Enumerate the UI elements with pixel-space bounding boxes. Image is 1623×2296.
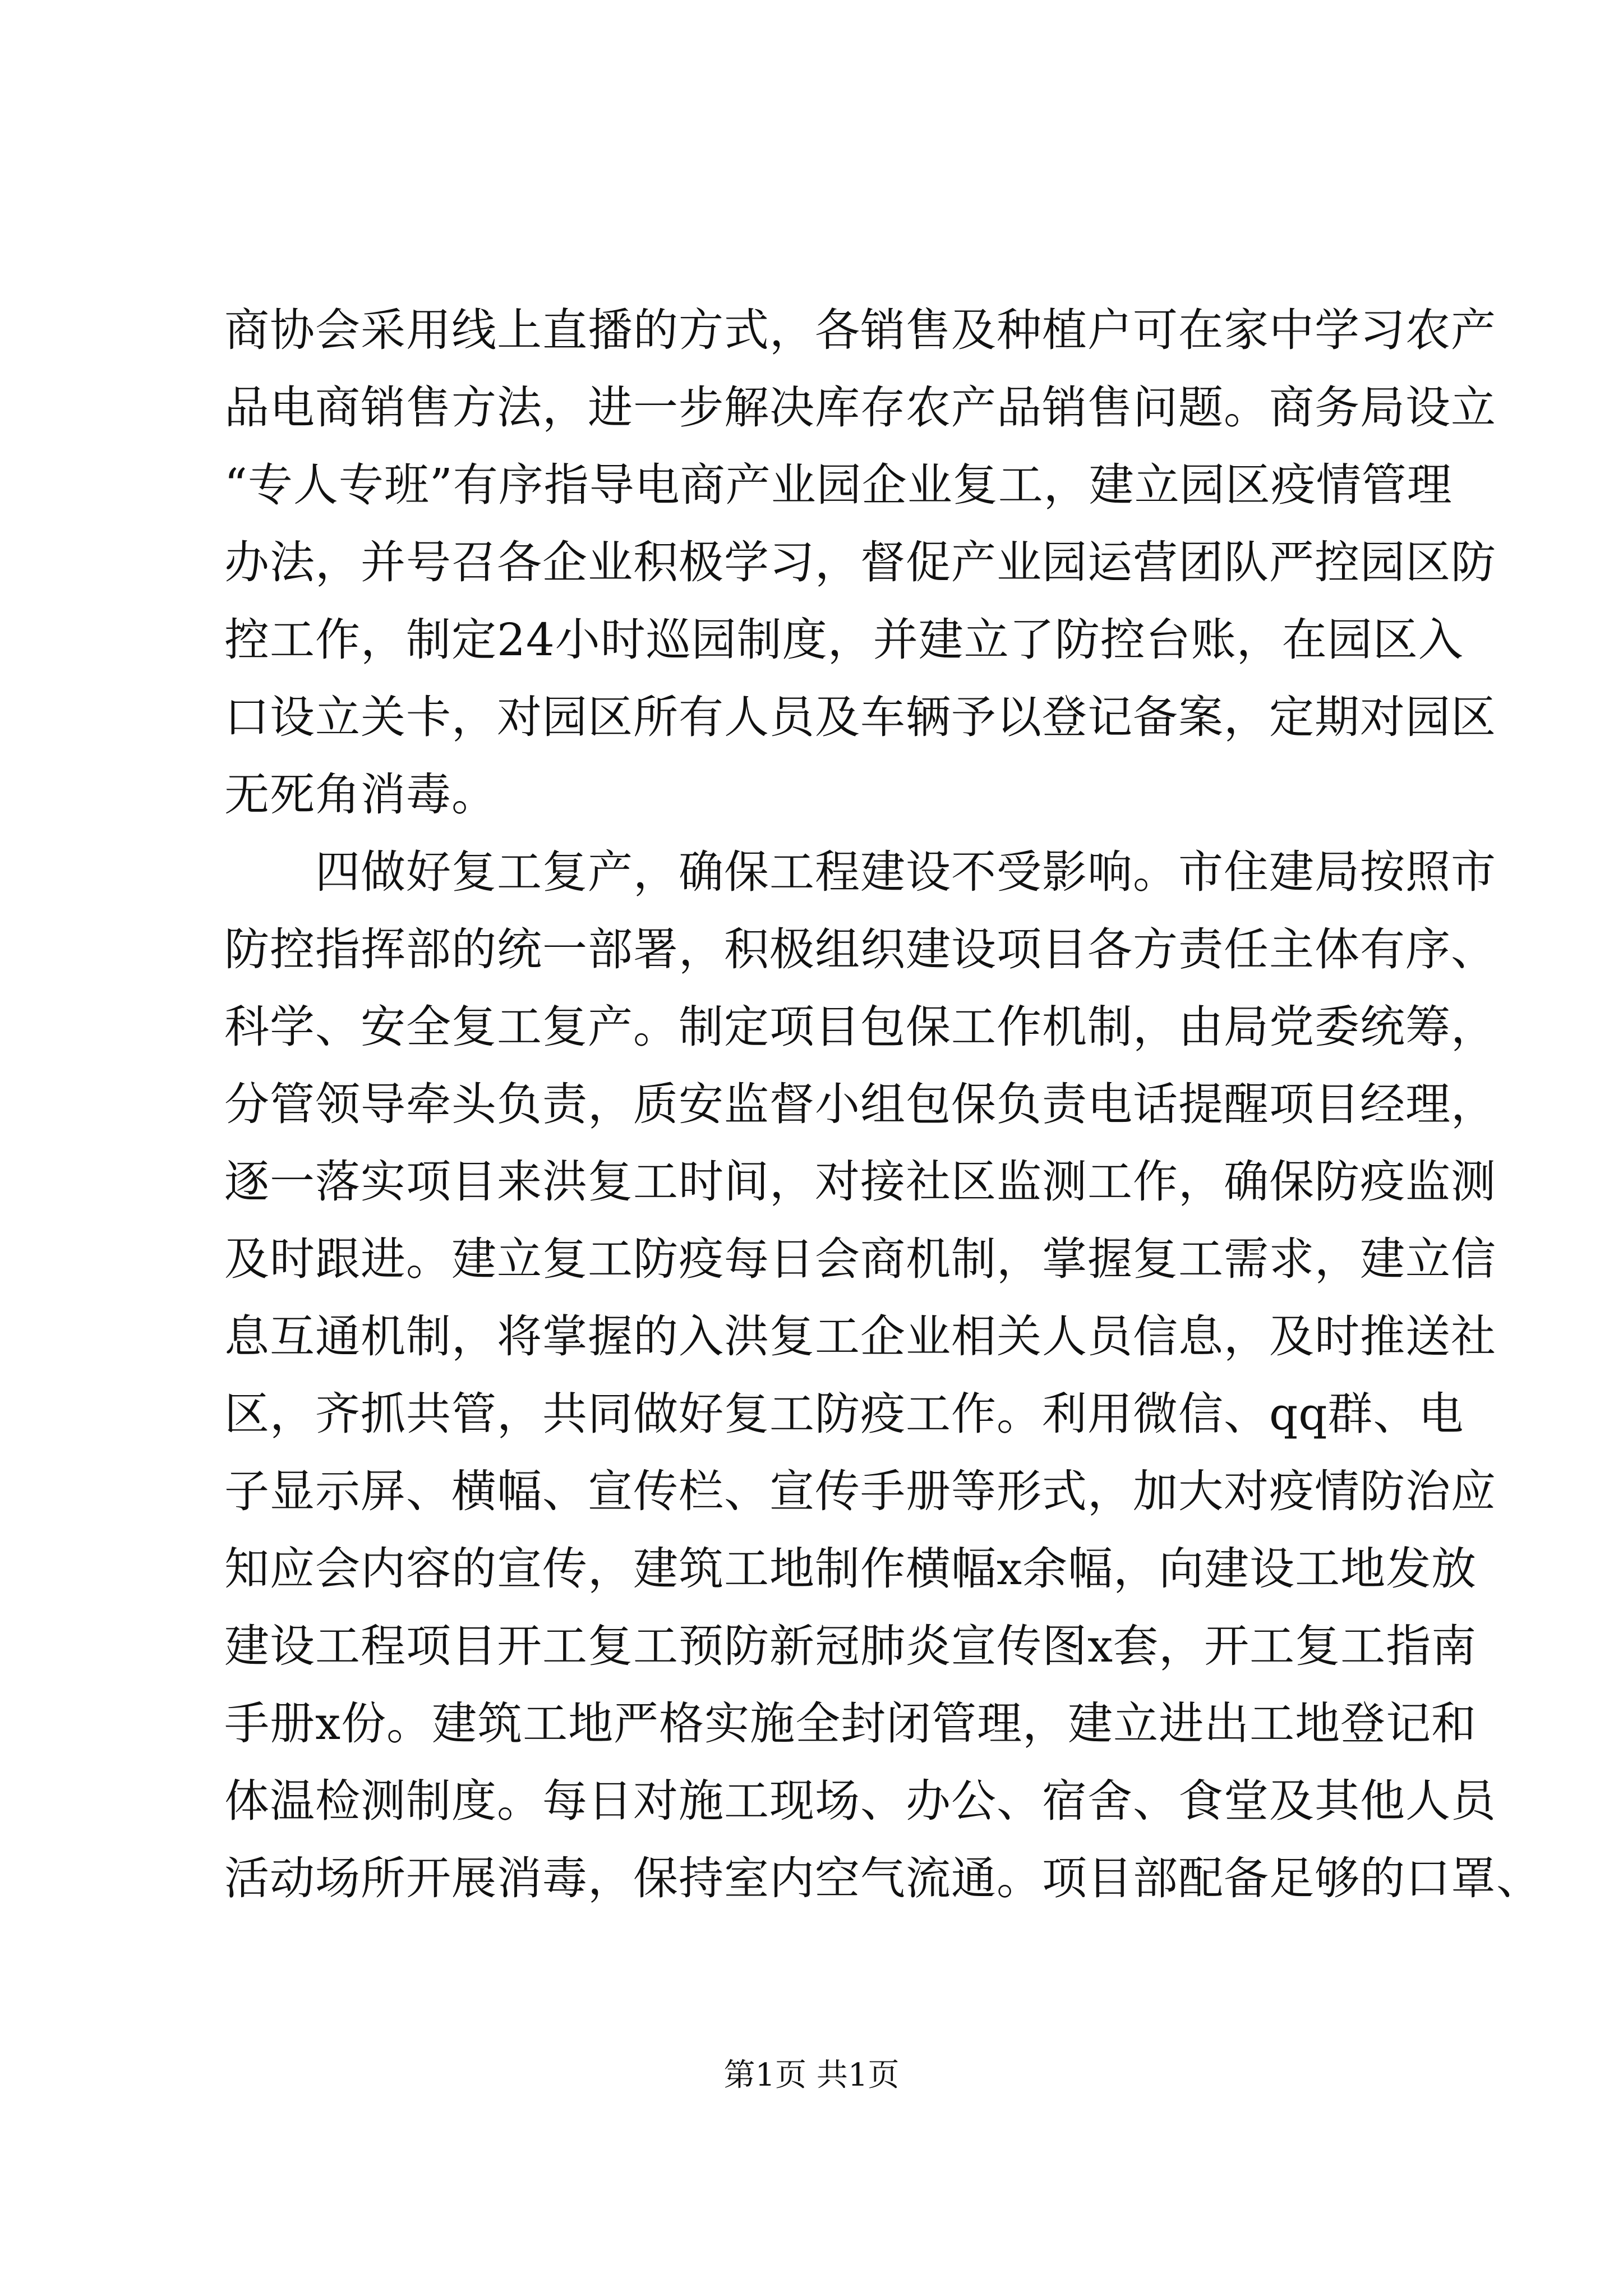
text-line: 逐一落实项目来洪复工时间，对接社区监测工作，确保防疫监测 xyxy=(224,1156,1496,1208)
text-line: 子显示屏、横幅、宣传栏、宣传手册等形式，加大对疫情防治应 xyxy=(224,1465,1496,1517)
text-line: 科学、安全复工复产。制定项目包保工作机制，由局党委统筹， xyxy=(224,1001,1496,1053)
text-line: 口设立关卡，对园区所有人员及车辆予以登记备案，定期对园区 xyxy=(224,691,1496,743)
text-line: 分管领导牵头负责，质安监督小组包保负责电话提醒项目经理， xyxy=(224,1078,1496,1130)
text-line: 防控指挥部的统一部署，积极组织建设项目各方责任主体有序、 xyxy=(224,923,1496,976)
text-line: 息互通机制，将掌握的入洪复工企业相关人员信息，及时推送社 xyxy=(224,1310,1496,1363)
text-line: 体温检测制度。每日对施工现场、办公、宿舍、食堂及其他人员 xyxy=(224,1775,1496,1827)
text-line: 办法，并号召各企业积极学习，督促产业园运营团队严控园区防 xyxy=(224,536,1496,588)
text-line: 及时跟进。建立复工防疫每日会商机制，掌握复工需求，建立信 xyxy=(224,1233,1496,1285)
text-line: 无死角消毒。 xyxy=(224,769,497,821)
text-line: 活动场所开展消毒，保持室内空气流通。项目部配备足够的口罩、 xyxy=(224,1852,1542,1904)
text-line: “专人专班”有序指导电商产业园企业复工，建立园区疫情管理 xyxy=(224,459,1453,511)
text-line: 控工作，制定24小时巡园制度，并建立了防控台账，在园区入 xyxy=(224,614,1464,666)
text-line: 商协会采用线上直播的方式，各销售及种植户可在家中学习农产 xyxy=(224,304,1496,356)
page-number-label: 第1页 共1页 xyxy=(723,2057,900,2093)
text-line: 品电商销售方法，进一步解决库存农产品销售问题。商务局设立 xyxy=(224,381,1496,434)
text-line: 区，齐抓共管，共同做好复工防疫工作。利用微信、qq群、电 xyxy=(224,1388,1464,1440)
text-line: 四做好复工复产，确保工程建设不受影响。市住建局按照市 xyxy=(224,846,1496,898)
text-line: 建设工程项目开工复工预防新冠肺炎宣传图x套，开工复工指南 xyxy=(224,1620,1477,1672)
page-footer xyxy=(0,2056,1623,2095)
text-line: 手册x份。建筑工地严格实施全封闭管理，建立进出工地登记和 xyxy=(224,1697,1477,1750)
body-text xyxy=(224,292,1542,1917)
text-line: 知应会内容的宣传，建筑工地制作横幅x余幅，向建设工地发放 xyxy=(224,1543,1477,1595)
